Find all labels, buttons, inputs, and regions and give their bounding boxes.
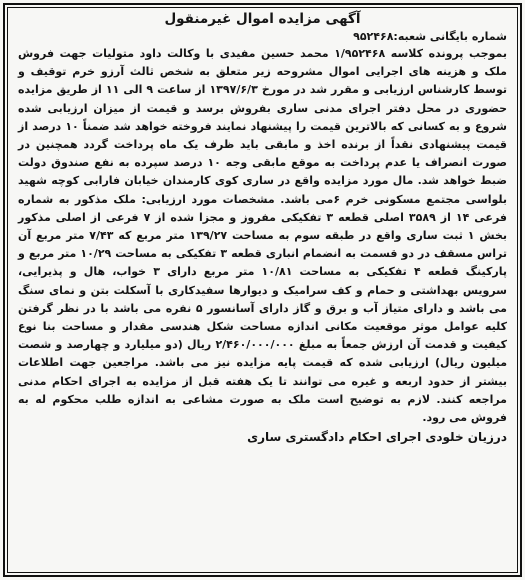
archive-number: شماره بایگانی شعبه:۹۵۲۴۶۸ <box>353 30 507 43</box>
notice-border-inner <box>7 7 518 573</box>
notice-body: بموجب پرونده کلاسه ۱/۹۵۲۴۶۸ محمد حسین مفیدی با وکالت داود متولیات جهت فروش ملک و هزینه های اجرایی اموال مشروحه زیر متعلق به شخص ثالث آرزو خرم توقیف و توسط کارشناس ارزیابی و مقرر شد در مورخ ۱۳۹۷/۶/۳ از ساعت ۹ الی ۱۱ از طریق مزایده حضوری در محل دفتر اجرای مدنی ساری بفروش برسد و قیمت از میزان ارزیابی شده شروع و به کسانی که بالاترین قیمت را پیشنهاد نمایند فروخته خواهد شد ضمناً ۱۰ درصد از قیمت پیشنهادی نقداً از برنده اخذ و مابقی باید ظرف یک ماه پرداخت گردد همچنین در صورت انصراف یا عدم پرداخت به موقع مابقی وجه ۱۰ درصد سپرده به نفع صندوق دولت ضبط خواهد شد. مال مورد مزایده واقع در ساری کوی کارمندان خیابان فارابی کوچه شهید بلواسی مجتمع مسکونی خرم ۶می باشد. مشخصات مورد ارزیابی: ملک مذکور به شماره فرعی ۱۴ از ۳۵۸۹ اصلی قطعه ۳ تفکیکی مفروز و مجزا شده از ۷ فرعی از اصلی مذکور بخش ۱ ثبت ساری واقع در طبقه سوم به مساحت ۱۳۹/۲۷ متر مربع که ۷/۴۳ متر مربع آن تراس مسقف در دو قسمت به انضمام انباری قطعه ۳ تفکیکی به مساحت ۱۰/۲۹ متر مربع و پارکینگ قطعه ۴ تفکیکی به مساحت ۱۰/۸۱ متر مربع دارای ۳ خواب، هال و پذیرایی، سرویس بهداشتی و حمام و کف سرامیک و دیوارها سفیدکاری با آسکلت بتن و نمای سنگ می باشد و دارای متیاز آب و برق و گاز دارای آسانسور ۵ نفره می باشد با در نظر گرفتن کلیه عوامل موثر موقعیت مکانی اندازه مساحت شکل هندسی مقدار و مساحت بنا نوع کیفیت و قدمت آن ارزش جمعاً به مبلغ ۲/۴۶۰/۰۰۰/۰۰۰ ریال (دو میلیارد و چهارصد و شصت میلیون ریال) ارزیابی شده که قیمت پایه مزایده نیز می باشد. مراجعین جهت اطلاعات بیشتر از حدود اربعه و غیره می توانند تا یک هفته قبل از مزایده به اجرای احکام مدنی مراجعه کنند. لازم به توضیح است ملک به صورت مشاعی به اندازه طلب محکوم له به فروش می رود. <box>18 47 508 425</box>
notice-signature: درزیان خلودی اجرای احکام دادگستری ساری <box>247 430 507 445</box>
notice-title: آگهی مزایده اموال غیرمنقول <box>164 11 361 27</box>
notice-border-outer <box>3 3 522 577</box>
